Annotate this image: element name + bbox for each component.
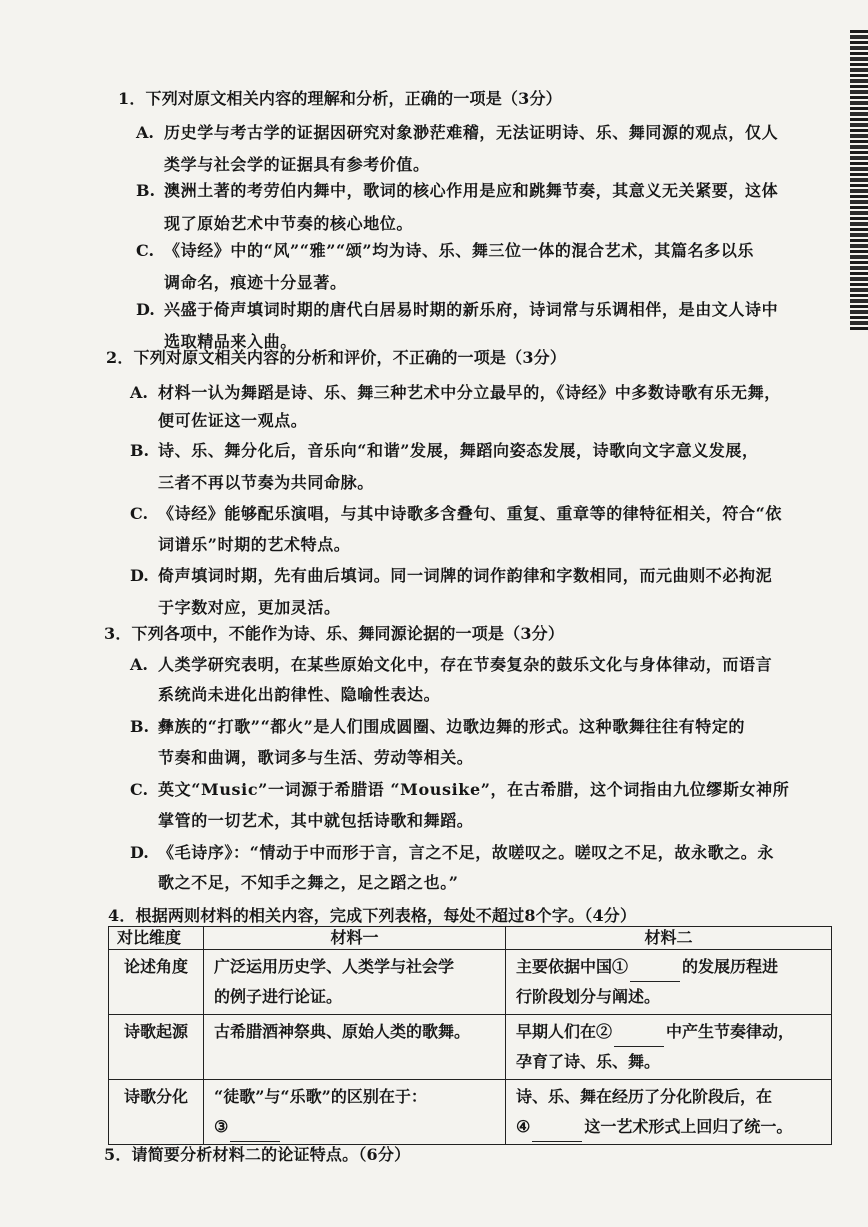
option-text-line: 材料一认为舞蹈是诗、乐、舞三种艺术中分立最早的，《诗经》中多数诗歌有乐无舞， — [158, 383, 781, 402]
table-header-row — [109, 927, 832, 950]
question-1-stem: 1．下列对原文相关内容的理解和分析，正确的一项是（3分） — [118, 89, 562, 108]
cell-text: 孕育了诗、乐、舞。 — [515, 1052, 660, 1071]
table-header: 材料一 — [204, 927, 506, 950]
option-label: A. — [136, 123, 154, 142]
table-row — [109, 1015, 832, 1080]
cell-text: 的发展历程进 — [682, 957, 779, 976]
option-text-line: 倚声填词时期，先有曲后填词。同一词牌的词作韵律和字数相同，而元曲则不必拘泥 — [158, 566, 773, 585]
question-3-stem: 3．下列各项中，不能作为诗、乐、舞同源论据的一项是（3分） — [104, 624, 565, 643]
cell-text: 古希腊酒神祭典、原始人类的歌舞。 — [214, 1022, 471, 1041]
option-text-line: 节奏和曲调，歌词多与生活、劳动等相关。 — [158, 748, 474, 767]
question-3-option-d-cont — [158, 866, 459, 899]
option-text-line: 人类学研究表明，在某些原始文化中，存在节奏复杂的鼓乐文化与身体律动，而语言 — [158, 655, 773, 674]
option-text-line: 调命名，痕迹十分显著。 — [164, 273, 347, 292]
option-text-line: 兴盛于倚声填词时期的唐代白居易时期的新乐府，诗词常与乐调相伴，是由文人诗中 — [164, 300, 779, 319]
option-label: B. — [136, 181, 156, 200]
question-2-option-b-cont — [158, 466, 374, 499]
cell-text: ③ — [214, 1117, 229, 1136]
option-label: C. — [130, 780, 149, 799]
option-label: D. — [136, 300, 155, 319]
option-label: B. — [130, 441, 150, 460]
option-label: D. — [130, 566, 149, 585]
option-label: A. — [130, 383, 148, 402]
option-label: A. — [130, 655, 148, 674]
question-3-option-c-cont — [158, 804, 473, 837]
table-cell-dimension: 诗歌分化 — [109, 1080, 204, 1145]
cell-text: ④ — [515, 1117, 531, 1136]
table-row — [109, 1080, 832, 1145]
option-text-line: 诗、乐、舞分化后，音乐向“和谐”发展，舞蹈向姿态发展，诗歌向文字意义发展， — [158, 441, 759, 460]
table-cell — [204, 1080, 506, 1145]
question-3-option-a-cont — [158, 678, 440, 711]
table-row — [109, 950, 832, 1015]
option-text-line: 掌管的一切艺术，其中就包括诗歌和舞蹈。 — [158, 811, 474, 830]
cell-text: 中产生节奏律动， — [666, 1022, 795, 1041]
table-header: 材料二 — [505, 927, 831, 950]
option-text-line: 类学与社会学的证据具有参考价值。 — [164, 155, 430, 174]
option-text-line: 《毛诗序》：“情动于中而形于言，言之不足，故嗟叹之。嗟叹之不足，故永歌之。永 — [158, 843, 775, 862]
option-label: C. — [136, 241, 155, 260]
option-label: B. — [130, 717, 150, 736]
question-2-option-c-cont — [158, 528, 350, 561]
table-cell — [505, 1015, 831, 1080]
option-text-line: 《诗经》能够配乐演唱，与其中诗歌多含叠句、重复、重章等的律特征相关，符合“依 — [158, 504, 783, 523]
answer-blank-4[interactable] — [532, 1123, 582, 1142]
option-text-line: 历史学与考古学的证据因研究对象渺茫难稽，无法证明诗、乐、舞同源的观点，仅人 — [164, 123, 779, 142]
option-text-line: 澳洲土著的考劳伯内舞中，歌词的核心作用是应和跳舞节奏，其意义无关紧要，这体 — [164, 181, 779, 200]
table-header: 对比维度 — [109, 927, 204, 950]
question-2-stem: 2．下列对原文相关内容的分析和评价，不正确的一项是（3分） — [106, 348, 567, 367]
option-label: C. — [130, 504, 149, 523]
option-label: D. — [130, 843, 149, 862]
option-text-line: 系统尚未进化出韵律性、隐喻性表达。 — [158, 685, 441, 704]
answer-blank-3[interactable] — [230, 1123, 280, 1142]
option-text-line: 于字数对应，更加灵活。 — [158, 598, 341, 617]
table-cell — [204, 1015, 506, 1080]
option-text-line: 选取精品来入曲。 — [164, 332, 297, 351]
answer-blank-2[interactable] — [614, 1028, 664, 1047]
cell-text: “徒歌”与“乐歌”的区别在于： — [214, 1087, 427, 1106]
cell-text: 早期人们在② — [515, 1022, 612, 1041]
option-text-line: 三者不再以节奏为共同命脉。 — [158, 473, 374, 492]
table-cell — [505, 950, 831, 1015]
option-text-line: 英文“Music”一词源于希腊语 “Mousike”，在古希腊，这个词指由九位缪斯女神所 — [158, 780, 790, 799]
cell-text: 行阶段划分与阐述。 — [515, 987, 660, 1006]
table-cell — [204, 950, 506, 1015]
question-5-stem: 5．请简要分析材料二的论证特点。（6分） — [104, 1145, 411, 1164]
table-cell-dimension: 诗歌起源 — [109, 1015, 204, 1080]
cell-text: 广泛运用历史学、人类学与社会学 — [214, 957, 455, 976]
table-cell — [505, 1080, 831, 1145]
option-text-line: 《诗经》中的“风”“雅”“颂”均为诗、乐、舞三位一体的混合艺术，其篇名多以乐 — [164, 241, 755, 260]
cell-text: 主要依据中国① — [515, 957, 628, 976]
option-text-line: 歌之不足，不知手之舞之，足之蹈之也。” — [158, 873, 459, 892]
option-text-line: 便可佐证这一观点。 — [158, 411, 308, 430]
cell-text: 的例子进行论证。 — [214, 987, 343, 1006]
question-4-stem: 4．根据两则材料的相关内容，完成下列表格，每处不超过8个字。（4分） — [108, 906, 637, 925]
option-text-line: 彝族的“打歌”“都火”是人们围成圆圈、边歌边舞的形式。这种歌舞往往有特定的 — [158, 717, 746, 736]
comparison-table — [108, 926, 832, 1145]
cell-text: 这一艺术形式上回归了统一。 — [584, 1117, 793, 1136]
answer-blank-1[interactable] — [630, 963, 680, 982]
option-text-line: 现了原始艺术中节奏的核心地位。 — [164, 214, 414, 233]
question-2-option-a-cont — [158, 404, 307, 437]
question-3-option-b-cont — [158, 741, 473, 774]
question-2-option-d-cont — [158, 591, 341, 624]
cell-text: 诗、乐、舞在经历了分化阶段后，在 — [515, 1087, 772, 1106]
table-cell-dimension: 论述角度 — [109, 950, 204, 1015]
option-text-line: 词谱乐”时期的艺术特点。 — [158, 535, 351, 554]
